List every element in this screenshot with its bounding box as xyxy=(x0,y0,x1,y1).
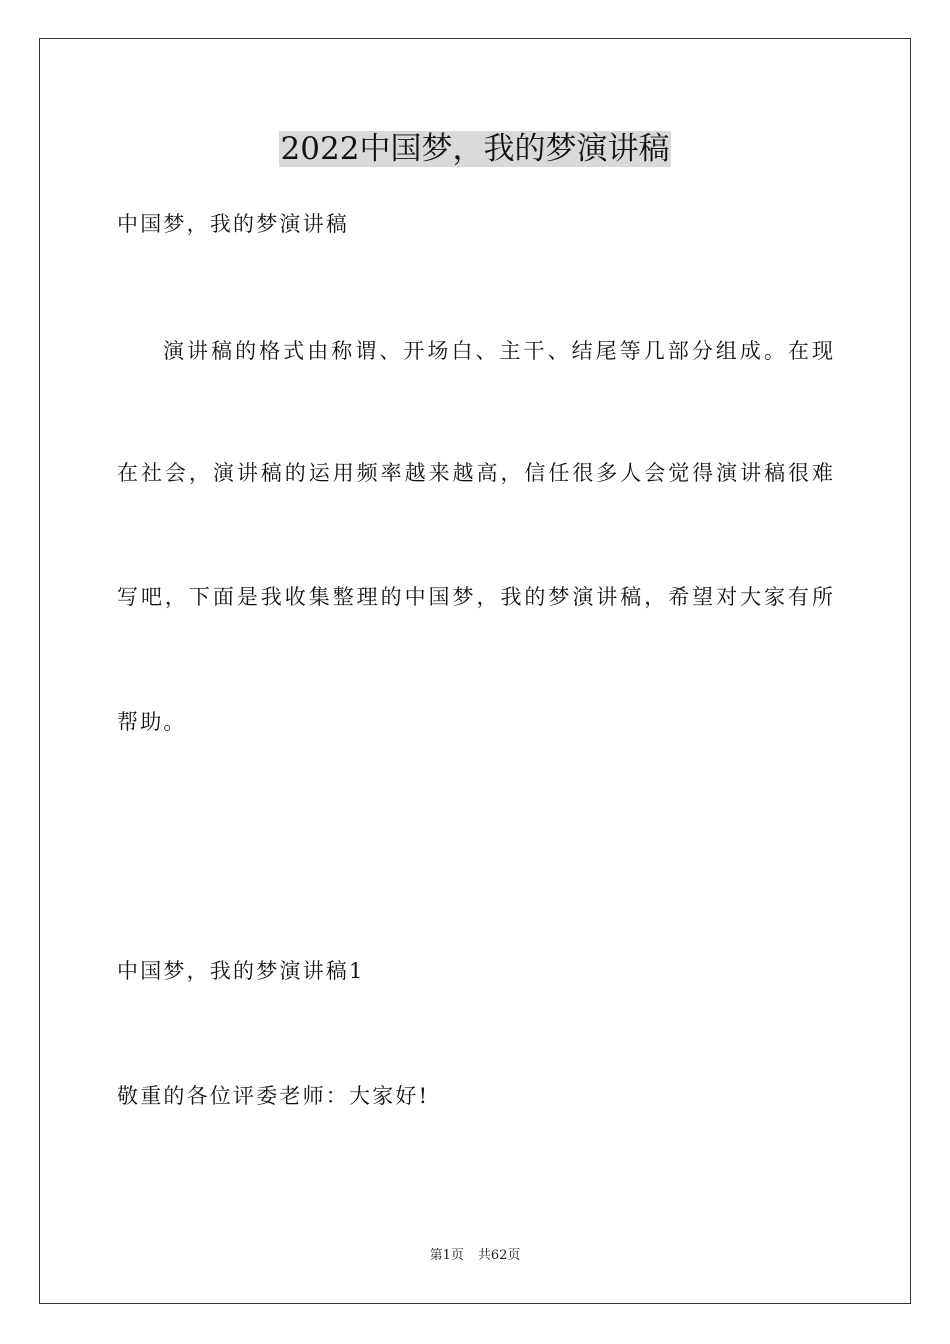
intro-line-1: 演讲稿的格式由称谓、开场白、主干、结尾等几部分组成。在现 xyxy=(163,339,833,363)
intro-line-2: 在社会，演讲稿的运用频率越来越高，信任很多人会觉得演讲稿很难 xyxy=(117,461,833,485)
document-heading: 中国梦，我的梦演讲稿 xyxy=(117,212,349,236)
page-number: 第1页 xyxy=(429,1248,464,1263)
intro-line-3: 写吧，下面是我收集整理的中国梦，我的梦演讲稿，希望对大家有所 xyxy=(117,585,833,609)
page-footer xyxy=(0,1246,950,1266)
section-title: 中国梦，我的梦演讲稿1 xyxy=(117,959,365,983)
document-title-text: 2022中国梦，我的梦演讲稿 xyxy=(280,131,670,167)
document-title xyxy=(0,124,950,174)
intro-line-4: 帮助。 xyxy=(117,710,187,734)
page-total: 共62页 xyxy=(477,1248,521,1263)
greeting-line: 敬重的各位评委老师：大家好! xyxy=(117,1084,430,1108)
